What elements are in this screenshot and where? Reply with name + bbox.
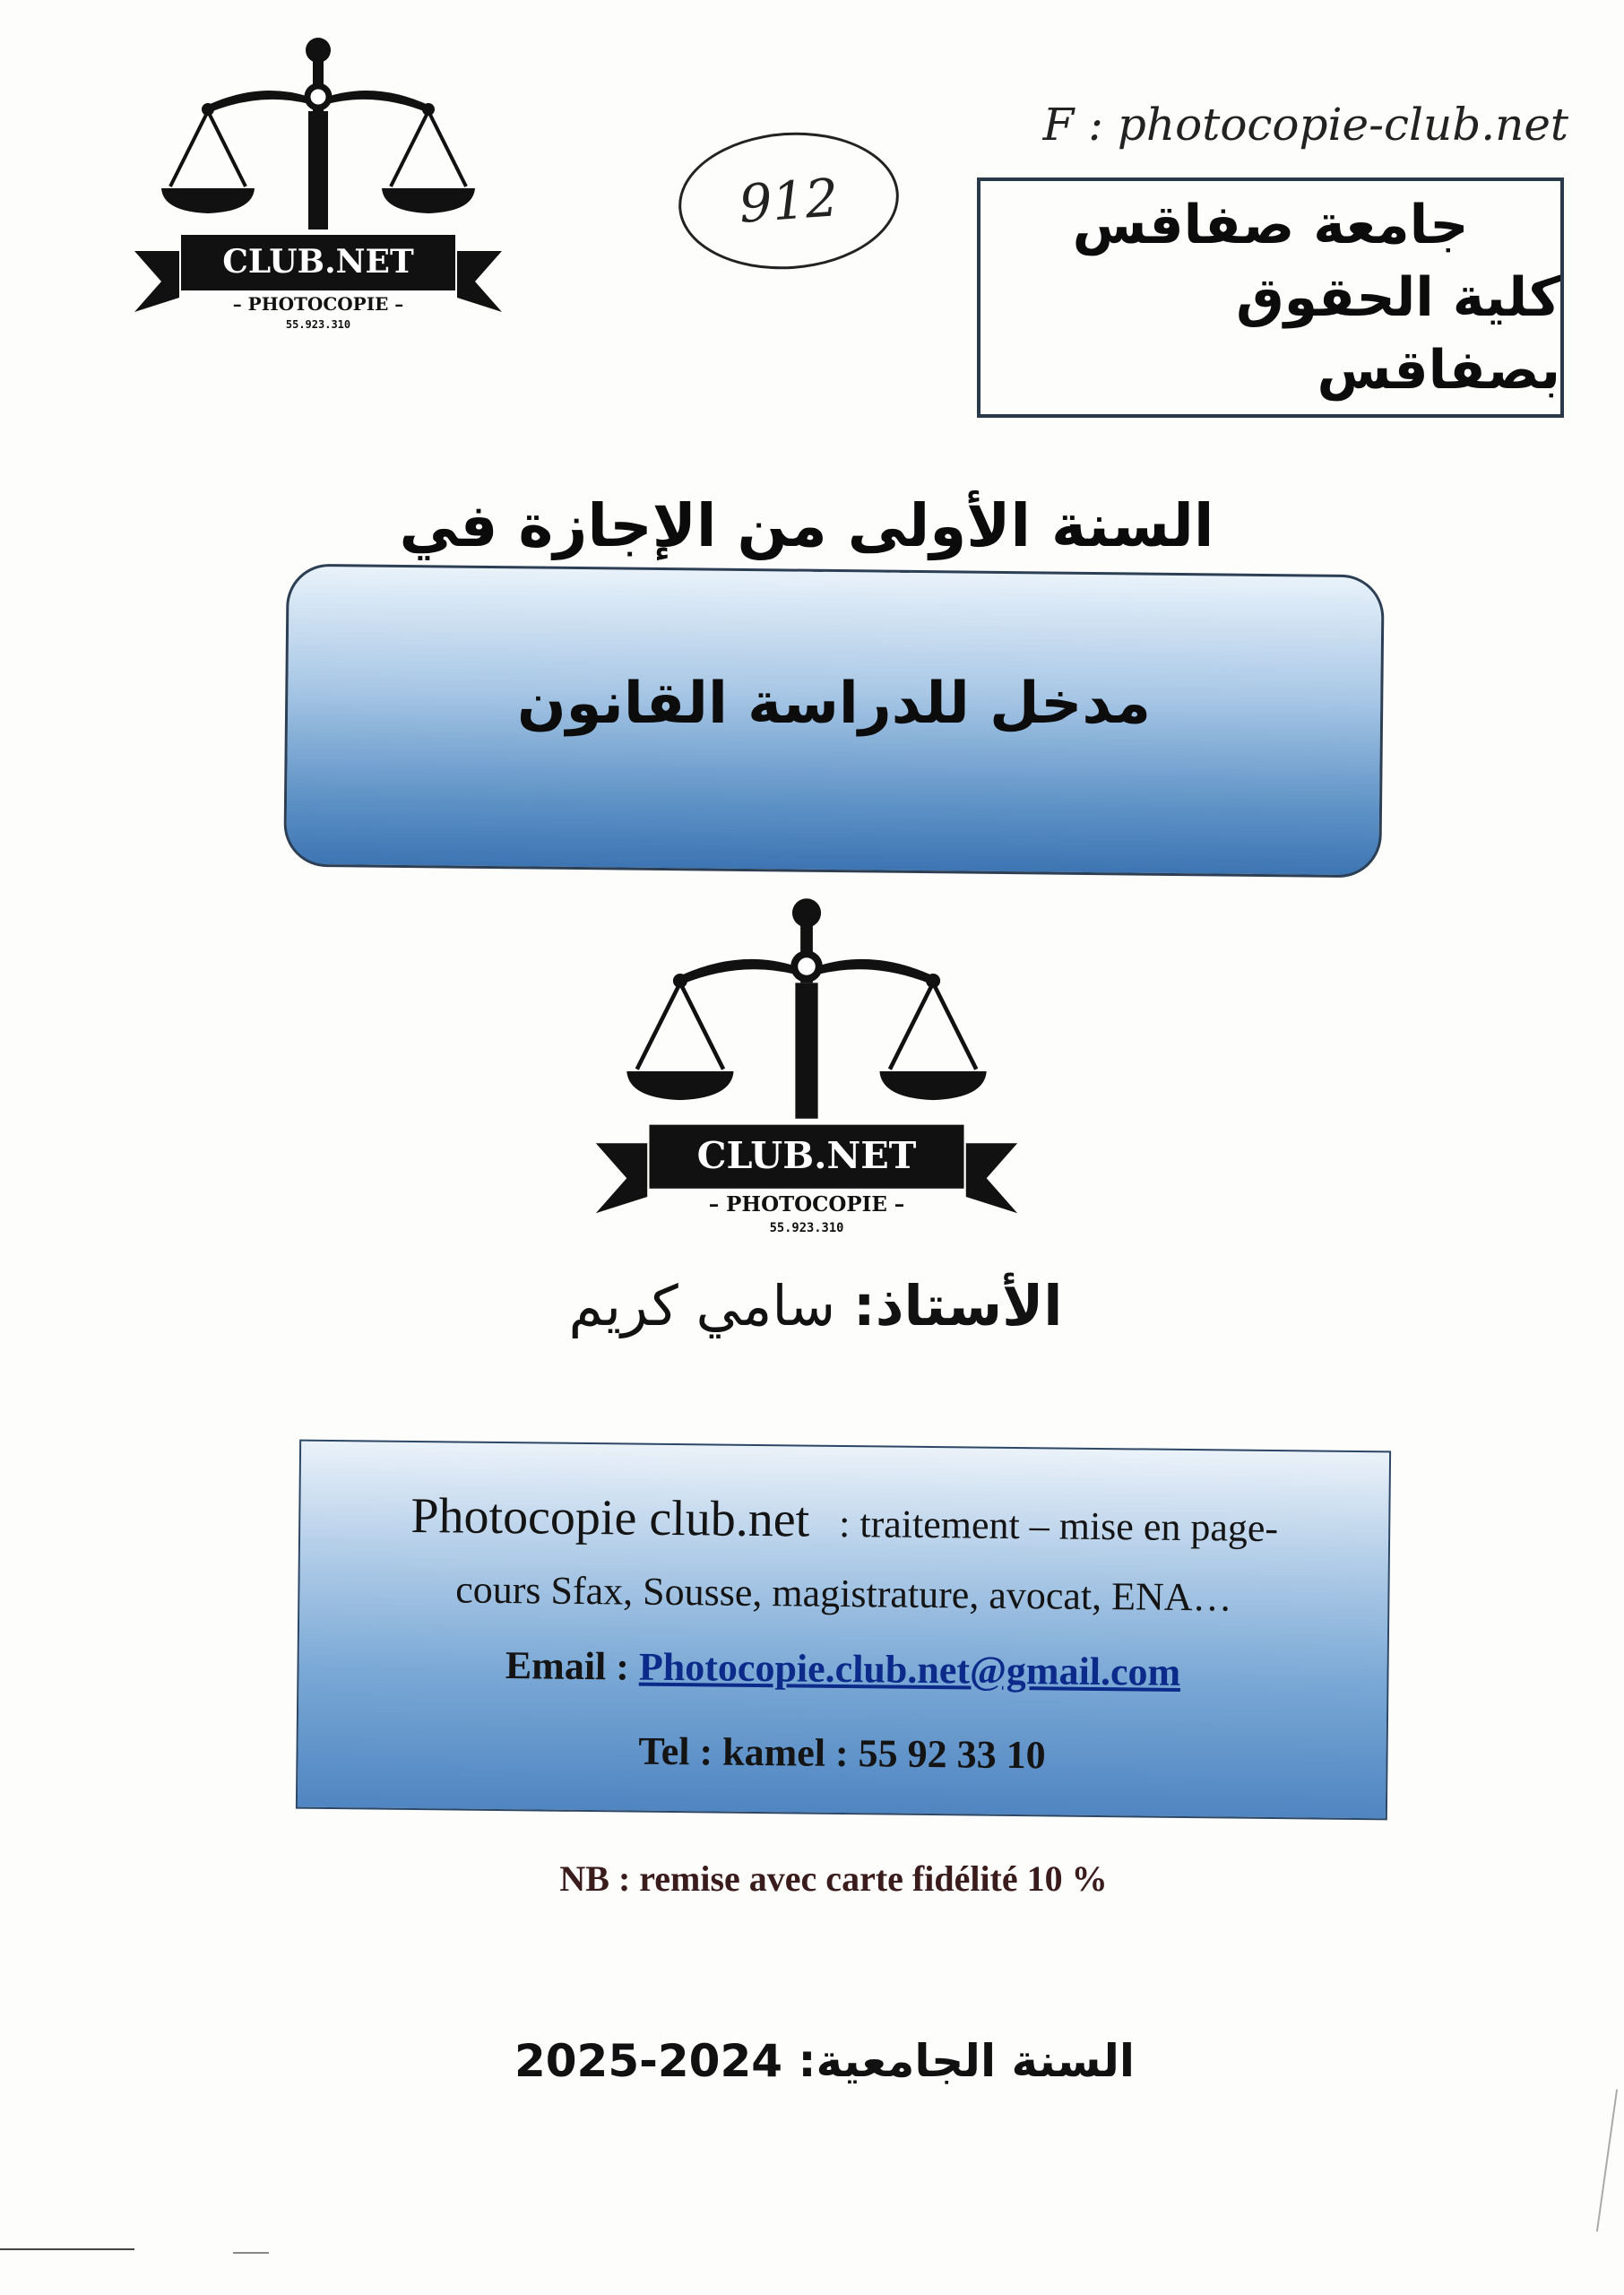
logo-phone: 55.923.310 <box>285 318 351 331</box>
professor-label: الأستاذ: <box>852 1273 1063 1338</box>
email-line <box>298 1641 1386 1698</box>
logo-banner-text: CLUB.NET <box>222 243 414 281</box>
logo-phone: 55.923.310 <box>769 1220 844 1235</box>
scan-edge-line <box>0 2248 134 2250</box>
services-text: : traitement – mise en page- <box>838 1501 1279 1551</box>
scan-edge-line <box>233 2252 269 2254</box>
handwritten-number: 912 <box>674 126 903 277</box>
university-name: جامعة صفاقس <box>1072 193 1469 256</box>
scales-of-justice-icon <box>583 896 1031 1246</box>
facebook-page: F : photocopie-club.net <box>1042 99 1568 151</box>
logo-subtitle: – PHOTOCOPIE – <box>232 293 404 315</box>
services-line-2: cours Sfax, Sousse, magistrature, avocat, ENA… <box>455 1567 1232 1620</box>
phone-line <box>298 1725 1386 1782</box>
club-logo-top <box>125 36 511 341</box>
faculty-name: كلية الحقوق بصفاقس <box>1236 265 1560 402</box>
brand-name: Photocopie club.net <box>410 1487 810 1548</box>
phone-number: 55 92 33 10 <box>858 1731 1046 1778</box>
professor-name: سامي كريم <box>568 1273 836 1338</box>
study-level-title: السنة الأولى من الإجازة في <box>399 491 1214 560</box>
academic-year-value: 2025-2024 <box>514 2035 783 2087</box>
course-title: مدخل للدراسة القانون <box>517 671 1151 737</box>
academic-year-label: السنة الجامعية: <box>798 2035 1136 2087</box>
university-box <box>977 178 1564 418</box>
services-line <box>300 1486 1389 1555</box>
email-label: Email : <box>505 1643 630 1689</box>
logo-banner-text: CLUB.NET <box>696 1132 917 1177</box>
scan-edge-line <box>1596 2090 1618 2232</box>
academic-year <box>466 2035 1183 2087</box>
club-logo-center <box>583 896 1031 1246</box>
phone-label: Tel : kamel : <box>638 1728 849 1776</box>
logo-subtitle: – PHOTOCOPIE – <box>708 1192 905 1217</box>
scales-of-justice-icon <box>125 36 511 341</box>
email-link[interactable]: Photocopie.club.net@gmail.com <box>638 1644 1181 1694</box>
professor-line <box>502 1273 1129 1338</box>
loyalty-note: NB : remise avec carte fidélité 10 % <box>559 1858 1108 1899</box>
contact-info-box <box>296 1440 1391 1821</box>
